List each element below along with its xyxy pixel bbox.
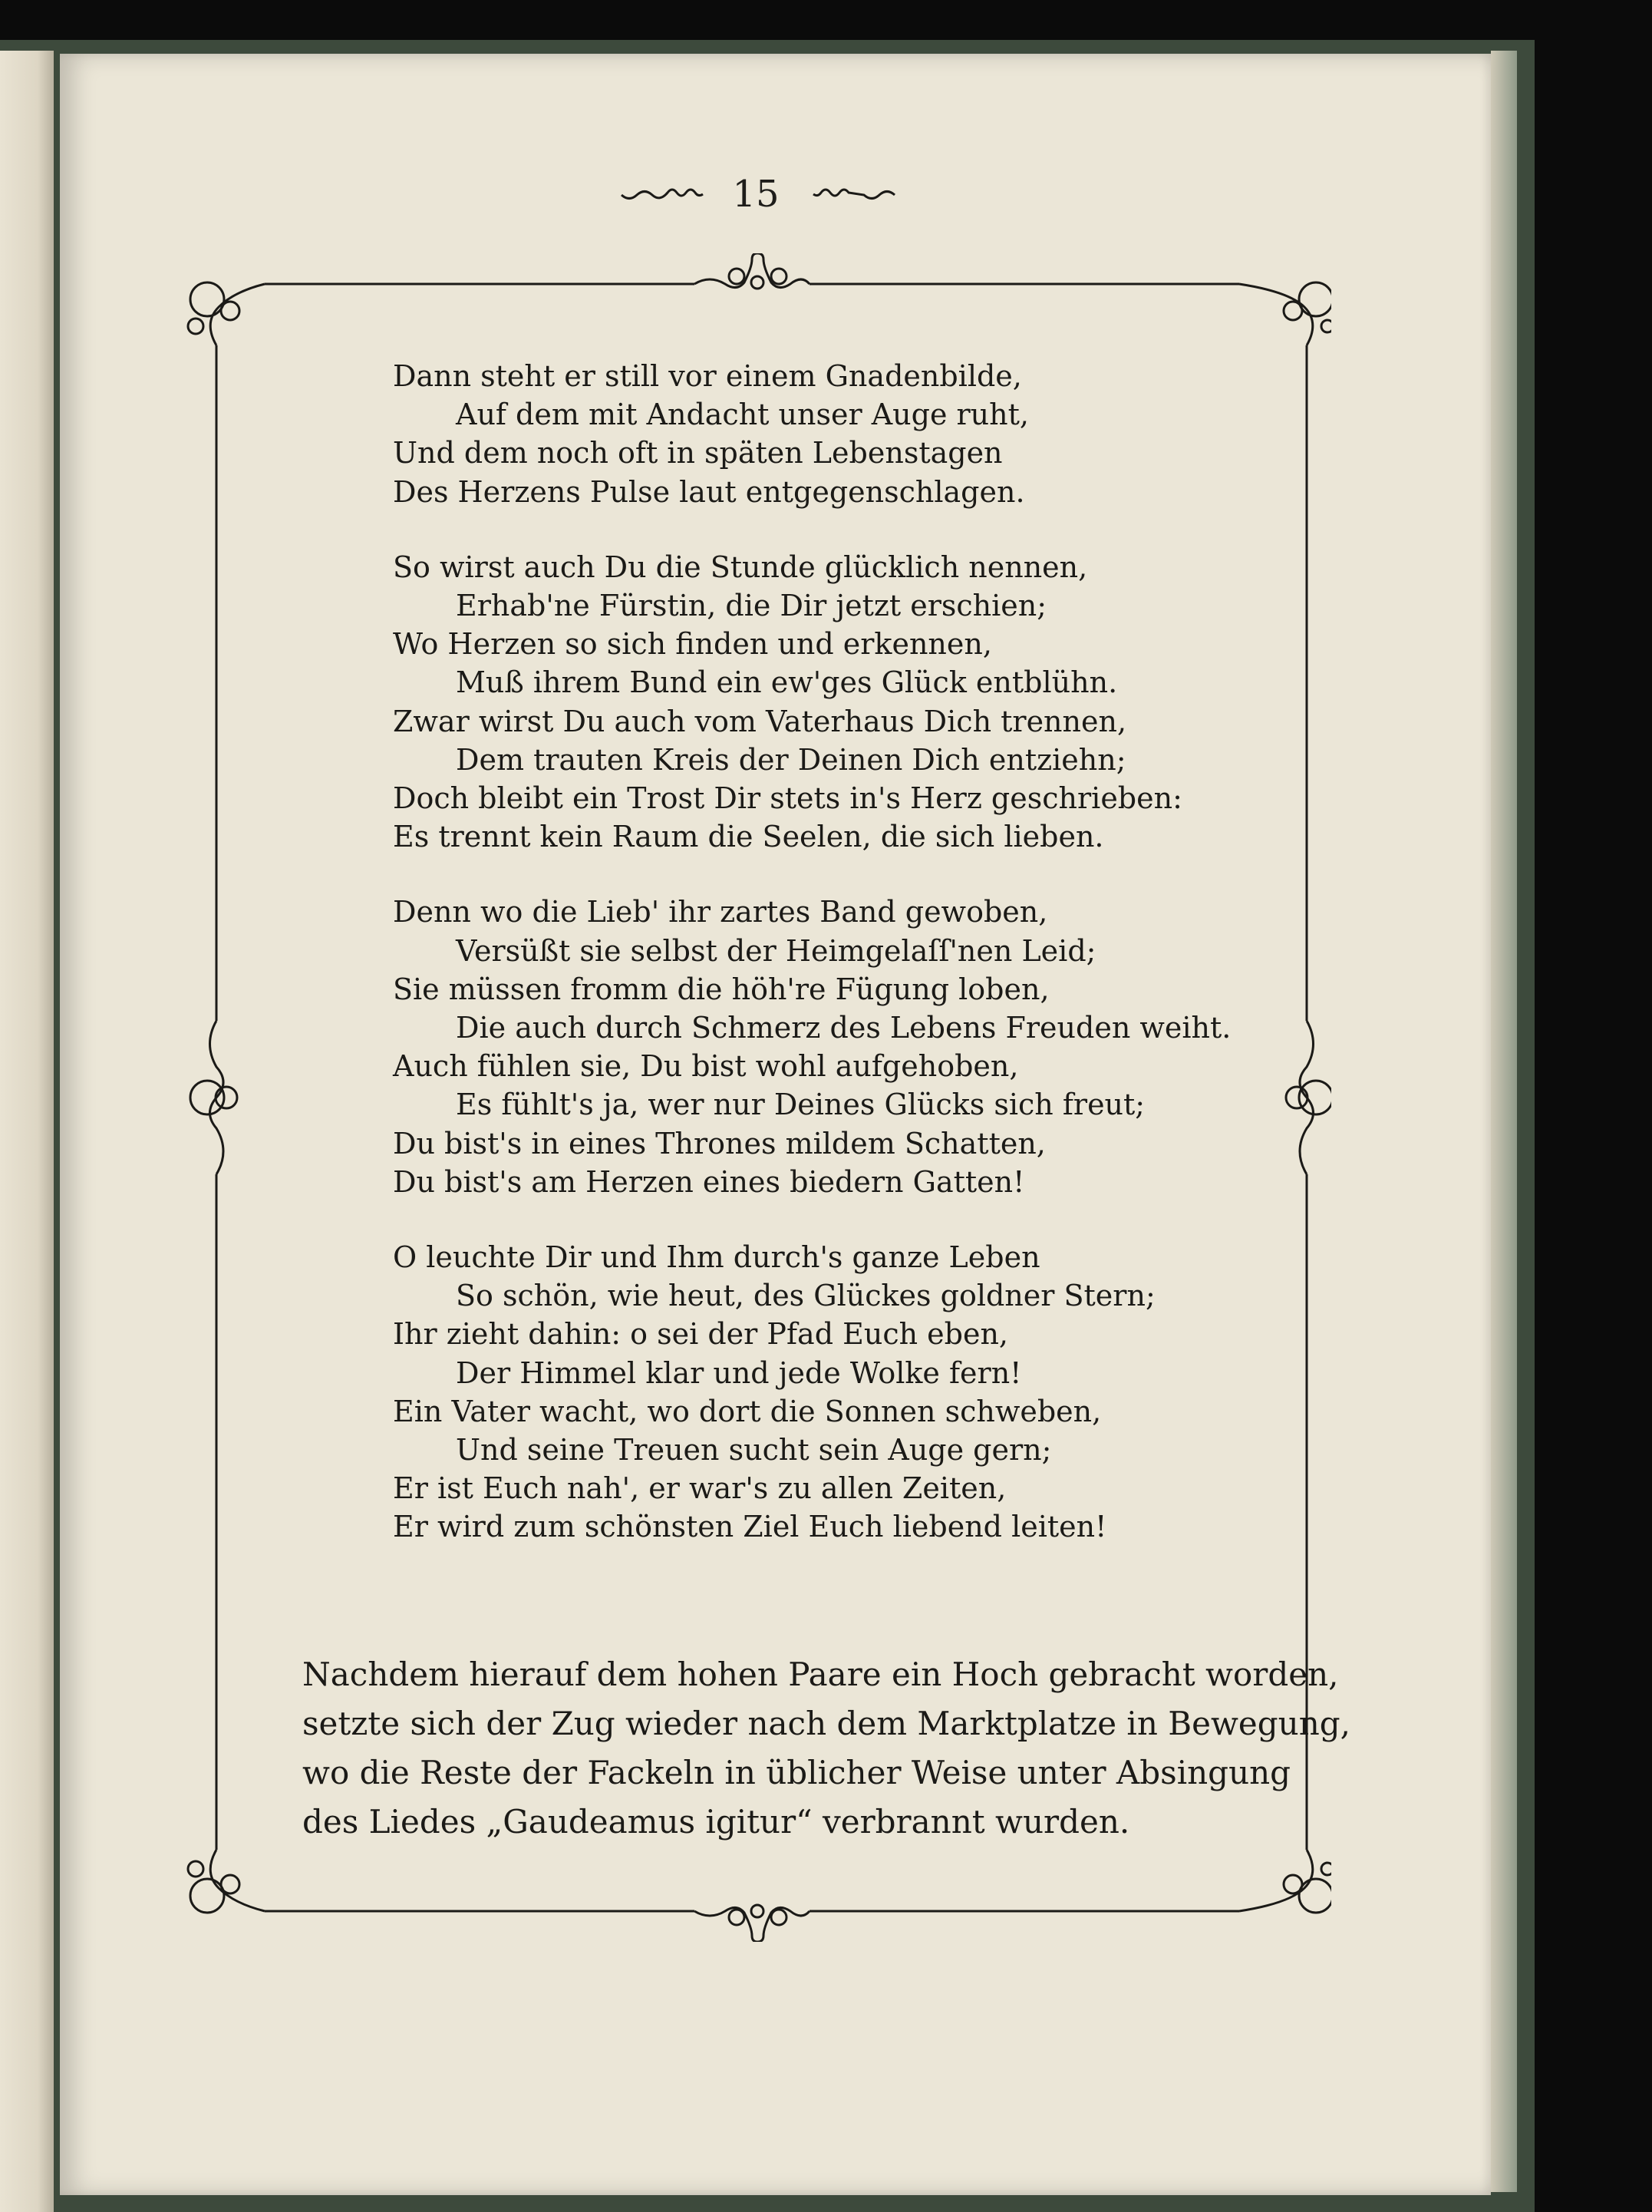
verse-line: Muß ihrem Bund ein ew'ges Glück entblühn. xyxy=(456,665,1118,700)
verse-line: Es trennt kein Raum die Seelen, die sich lieben. xyxy=(393,820,1104,854)
previous-page-edge xyxy=(0,51,54,2212)
stanza xyxy=(393,357,1314,511)
verse-line: Wo Herzen so sich finden und erkennen, xyxy=(393,627,992,662)
verse-line: Denn wo die Lieb' ihr zartes Band gewoben, xyxy=(393,895,1048,929)
verse-line: Erhab'ne Fürstin, die Dir jetzt erschien; xyxy=(456,589,1047,623)
paragraph-line: des Liedes „Gaudeamus igitur“ verbrannt wurden. xyxy=(302,1803,1130,1841)
verse-line: Auch fühlen sie, Du bist wohl aufgehoben, xyxy=(393,1049,1019,1084)
verse-line: Es fühlt's ja, wer nur Deines Glücks sich freut; xyxy=(456,1088,1146,1122)
page-edge-right xyxy=(1491,51,1517,2192)
verse-line: Der Himmel klar und jede Wolke fern! xyxy=(456,1355,1022,1390)
verse-line: Du bist's am Herzen eines biedern Gatten! xyxy=(393,1164,1025,1199)
stanza xyxy=(393,893,1314,1201)
verse-line: Er wird zum schönsten Ziel Euch liebend leiten! xyxy=(393,1510,1107,1544)
paragraph-line: setzte sich der Zug wieder nach dem Marktplatze in Bewegung, xyxy=(302,1705,1350,1742)
verse-line: Die auch durch Schmerz des Lebens Freuden weiht. xyxy=(456,1011,1232,1045)
verse-line: So schön, wie heut, des Glückes goldner Stern; xyxy=(456,1279,1156,1313)
stanza xyxy=(393,1238,1314,1547)
verse-line: Versüßt sie selbst der Heimgelaſſ'nen Leid; xyxy=(456,933,1096,968)
verse-line: Des Herzens Pulse laut entgegenschlagen. xyxy=(393,474,1025,509)
verse-line: Du bist's in eines Thrones mildem Schatten, xyxy=(393,1126,1046,1160)
stanza xyxy=(393,548,1314,857)
verse-line: Er ist Euch nah', er war's zu allen Zeiten, xyxy=(393,1471,1007,1506)
right-squiggle-ornament xyxy=(812,183,896,206)
poem xyxy=(393,357,1314,1583)
verse-line: Und dem noch oft in späten Lebenstagen xyxy=(393,436,1003,470)
verse-line: Ihr zieht dahin: o sei der Pfad Euch eben, xyxy=(393,1317,1009,1352)
verse-line: Ein Vater wacht, wo dort die Sonnen schweben, xyxy=(393,1394,1102,1428)
page-number: 15 xyxy=(732,173,780,216)
verse-line: Und seine Treuen sucht sein Auge gern; xyxy=(456,1433,1052,1468)
verse-line: Auf dem mit Andacht unser Auge ruht, xyxy=(456,398,1029,432)
verse-line: Dann steht er still vor einem Gnadenbilde, xyxy=(393,359,1022,393)
verse-line: So wirst auch Du die Stunde glücklich nennen, xyxy=(393,550,1088,584)
paragraph-line: Nachdem hierauf dem hohen Paare ein Hoch gebracht worden, xyxy=(302,1656,1339,1693)
paragraph-line: wo die Reste der Fackeln in üblicher Weise unter Absingung xyxy=(302,1754,1291,1791)
verse-line: Dem trauten Kreis der Deinen Dich entziehn; xyxy=(456,742,1126,777)
verse-line: Zwar wirst Du auch vom Vaterhaus Dich trennen, xyxy=(393,704,1127,738)
left-squiggle-ornament xyxy=(620,183,704,206)
verse-line: Sie müssen fromm die höh're Fügung loben, xyxy=(393,972,1050,1006)
verse-line: Doch bleibt ein Trost Dir stets in's Herz geschrieben: xyxy=(393,781,1182,816)
closing-paragraph xyxy=(302,1650,1350,1847)
verse-line: O leuchte Dir und Ihm durch's ganze Leben xyxy=(393,1240,1040,1275)
